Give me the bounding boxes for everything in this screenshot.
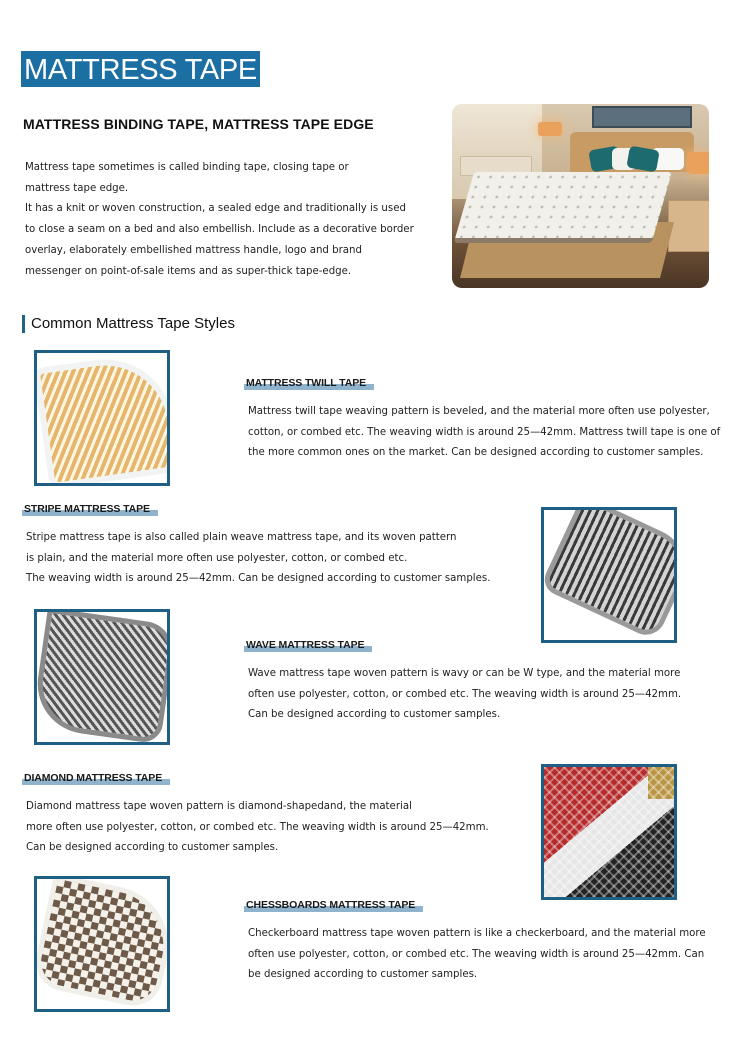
- twill-tape-photo: [34, 350, 170, 486]
- style-heading-diamond: DIAMOND MATTRESS TAPE: [22, 772, 170, 785]
- description-line: often use polyester, cotton, or combed etc. The weaving width is around 25—42mm.: [248, 688, 682, 700]
- style-description-chessboards: [248, 924, 728, 986]
- intro-line: mattress tape edge.: [25, 182, 129, 194]
- intro-line: overlay, elaborately embellished mattress handle, logo and brand: [25, 244, 362, 256]
- description-line: cotton, or combed etc. The weaving width is around 25—42mm. Mattress twill tape is one of: [248, 426, 721, 438]
- description-line: Diamond mattress tape woven pattern is diamond-shapedand, the material: [26, 801, 412, 812]
- description-line: Checkerboard mattress tape woven pattern is like a checkerboard, and the material more: [248, 928, 706, 939]
- description-line: Can be designed according to customer samples.: [248, 709, 501, 721]
- intro-line: It has a knit or woven construction, a sealed edge and traditionally is used: [25, 203, 406, 215]
- style-description-twill: [248, 402, 728, 464]
- wave-tape-photo: [34, 609, 170, 745]
- description-line: often use polyester, cotton, or combed etc. The weaving width is around 25—42mm. Can: [248, 948, 705, 960]
- style-heading-chessboards: CHESSBOARDS MATTRESS TAPE: [244, 899, 423, 912]
- description-line: Can be designed according to customer samples.: [26, 842, 279, 854]
- style-description-wave: [248, 664, 718, 726]
- intro-line: to close a seam on a bed and also embellish. Include as a decorative border: [25, 224, 414, 236]
- page-title: MATTRESS TAPE: [24, 54, 257, 86]
- intro-paragraph: [25, 158, 435, 282]
- checkerboard-tape-photo: [34, 876, 170, 1012]
- intro-line: Mattress tape sometimes is called binding tape, closing tape or: [25, 162, 349, 173]
- description-line: Mattress twill tape weaving pattern is beveled, and the material more often use polyester,: [248, 406, 710, 417]
- style-heading-twill: MATTRESS TWILL TAPE: [244, 377, 374, 390]
- description-line: The weaving width is around 25—42mm. Can be designed according to customer samples.: [26, 573, 491, 585]
- description-line: the more common ones on the market. Can be designed according to customer samples.: [248, 447, 704, 459]
- style-description-stripe: [26, 528, 506, 590]
- intro-line: messenger on point-of-sale items and as super-thick tape-edge.: [25, 265, 352, 277]
- page-subtitle: MATTRESS BINDING TAPE, MATTRESS TAPE EDGE: [23, 116, 374, 132]
- diamond-tape-photo: [541, 764, 677, 900]
- style-description-diamond: [26, 797, 506, 859]
- section-title: Common Mattress Tape Styles: [22, 315, 235, 333]
- description-line: be designed according to customer samples.: [248, 969, 478, 981]
- description-line: is plain, and the material more often use polyester, cotton, or combed etc.: [26, 552, 408, 564]
- page-title-banner: [21, 51, 260, 87]
- bedroom-mattress-photo: [452, 104, 709, 288]
- description-line: Stripe mattress tape is also called plain weave mattress tape, and its woven pattern: [26, 532, 457, 543]
- description-line: more often use polyester, cotton, or combed etc. The weaving width is around 25—42mm.: [26, 821, 489, 833]
- style-heading-stripe: STRIPE MATTRESS TAPE: [22, 503, 158, 516]
- description-line: Wave mattress tape woven pattern is wavy or can be W type, and the material more: [248, 668, 681, 679]
- stripe-tape-photo: [541, 507, 677, 643]
- style-heading-wave: WAVE MATTRESS TAPE: [244, 639, 372, 652]
